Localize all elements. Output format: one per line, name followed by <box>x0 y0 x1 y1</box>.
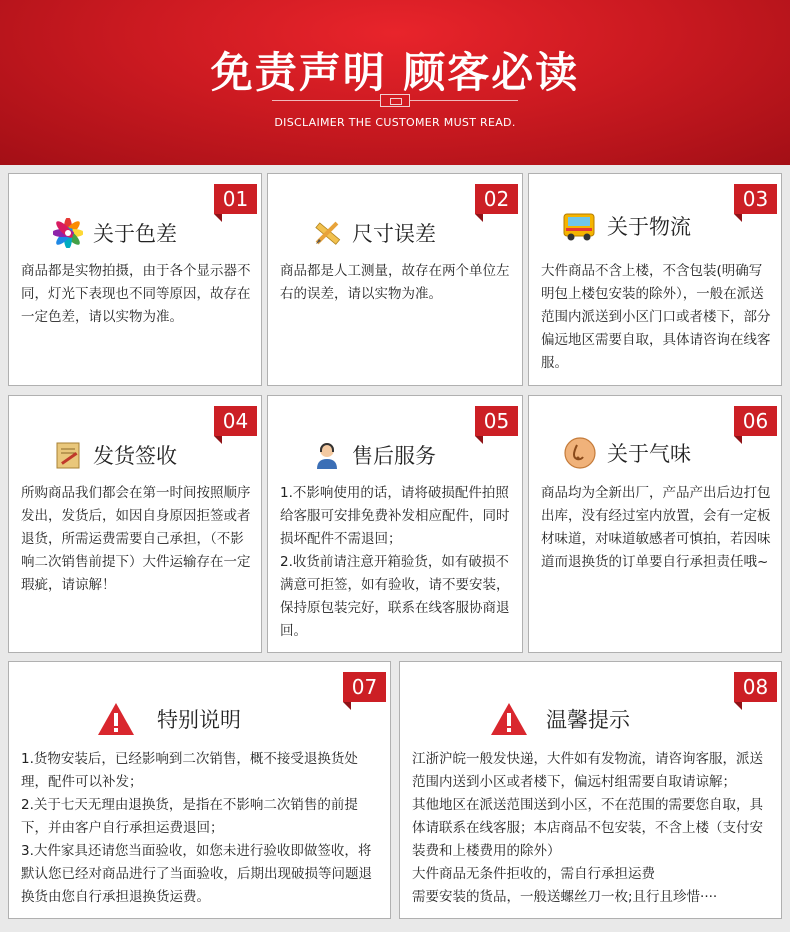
card-number: 07 <box>343 672 386 702</box>
card-text: 商品都是实物拍摄，由于各个显示器不同，灯光下表现也不同等原因，故存在一定色差，请以实物为准。 <box>21 263 251 325</box>
nose-icon <box>563 436 597 470</box>
notice-card-warm-tips <box>399 661 782 919</box>
divider-left <box>272 100 380 101</box>
ruler-pencil-icon <box>312 218 342 248</box>
card-number: 08 <box>734 672 777 702</box>
card-number: 05 <box>475 406 518 436</box>
card-text: 商品都是人工测量，故存在两个单位左右的误差，请以实物为准。 <box>280 263 510 302</box>
card-number: 02 <box>475 184 518 214</box>
card-body <box>21 260 251 329</box>
card-title: 尺寸误差 <box>352 222 436 246</box>
card-number: 06 <box>734 406 777 436</box>
card-title: 关于物流 <box>607 215 691 239</box>
card-body <box>21 482 251 597</box>
card-title: 关于色差 <box>93 222 177 246</box>
card-text: 1.不影响使用的话，请将破损配件拍照给客服可安排免费补发相应配件，同时损坏配件不需退回； <box>280 485 510 547</box>
card-body <box>280 260 512 306</box>
card-body <box>541 260 771 375</box>
card-text: 需要安装的货品，一般送螺丝刀一枚;且行且珍惜···· <box>412 889 718 905</box>
notice-card-odor <box>528 395 782 653</box>
notice-card-after-sales <box>267 395 523 653</box>
truck-icon <box>561 208 597 244</box>
card-title: 售后服务 <box>352 444 436 468</box>
card-title: 特别说明 <box>157 708 241 732</box>
card-text: 大件商品无条件拒收的，需自行承担运费 <box>412 866 655 882</box>
page-title: 免责声明 顾客必读 <box>210 48 580 97</box>
divider-right <box>410 100 518 101</box>
sign-document-icon <box>53 440 83 470</box>
card-text: 江浙沪皖一般发快递，大件如有发物流，请咨询客服，派送范围内送到小区或者楼下，偏远村组需要自取请谅解； <box>412 751 763 790</box>
customer-service-icon <box>312 440 342 470</box>
notice-card-shipping <box>8 395 262 653</box>
ornament-icon <box>380 94 410 107</box>
card-text: 3.大件家具还请您当面验收，如您未进行验收即做签收，将默认您已经对商品进行了当面验收，后期出现破损等问题退换货由您自行承担退换货运费。 <box>21 843 372 905</box>
color-wheel-icon <box>53 218 83 248</box>
card-number: 03 <box>734 184 777 214</box>
card-body <box>280 482 512 643</box>
notice-card-logistics <box>528 173 782 386</box>
card-title: 发货签收 <box>93 444 177 468</box>
card-text: 所购商品我们都会在第一时间按照顺序发出，发货后，如因自身原因拒签或者退货，所需运费需要自己承担，（不影响二次销售前提下）大件运输存在一定瑕疵，请谅解！ <box>21 485 251 593</box>
card-body <box>541 482 771 574</box>
header-banner <box>0 0 790 165</box>
card-text: 其他地区在派送范围送到小区，不在范围的需要您自取，具体请联系在线客服；本店商品不包安装，不含上楼（支付安装费和上楼费用的除外） <box>412 797 763 859</box>
warning-icon <box>490 702 528 736</box>
card-body <box>21 748 380 909</box>
card-number: 04 <box>214 406 257 436</box>
card-text: 2.关于七天无理由退换货，是指在不影响二次销售的前提下，并由客户自行承担运费退回； <box>21 797 358 836</box>
card-text: 1.货物安装后，已经影响到二次销售，概不接受退换货处理，配件可以补发； <box>21 751 358 790</box>
card-text: 大件商品不含上楼，不含包装(明确写明包上楼包安装的除外），一般在派送范围内派送到小区门口或者楼下，部分偏远地区需要自取，具体请咨询在线客服。 <box>541 263 771 371</box>
card-title: 温馨提示 <box>546 708 630 732</box>
notice-card-size-error <box>267 173 523 386</box>
card-body <box>412 748 771 909</box>
card-number: 01 <box>214 184 257 214</box>
card-title: 关于气味 <box>607 442 691 466</box>
card-text: 商品均为全新出厂，产品产出后边打包出库，没有经过室内放置，会有一定板材味道，对味道敏感者可慎拍，若因味道而退换货的订单要自行承担责任哦~ <box>541 485 771 570</box>
notice-card-color-difference <box>8 173 262 386</box>
warning-icon <box>97 702 135 736</box>
page-subtitle: DISCLAIMER THE CUSTOMER MUST READ. <box>274 116 516 129</box>
notice-card-special-note <box>8 661 391 919</box>
card-text: 2.收货前请注意开箱验货，如有破损不满意可拒签，如有验收，请不要安装，保持原包装完好，联系在线客服协商退回。 <box>280 554 510 639</box>
